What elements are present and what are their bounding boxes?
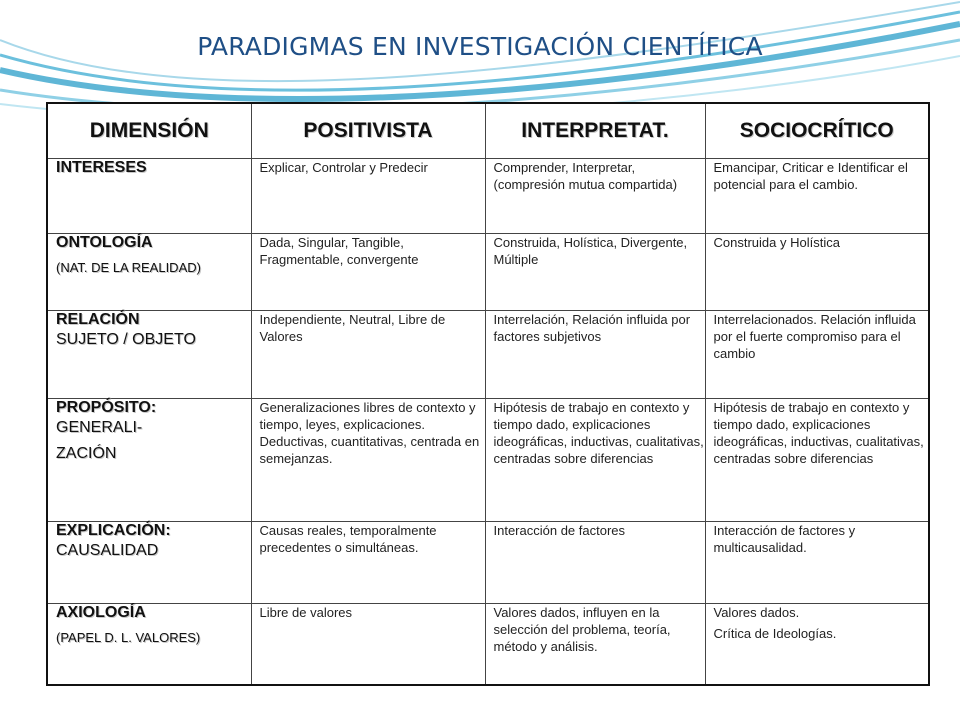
interpretativo-cell: Comprender, Interpretar, (compresión mutua compartida) [485,158,705,233]
interpretativo-cell: Hipótesis de trabajo en contexto y tiempo dado, explicaciones ideográficas, inductivas, cualitativas, centradas sobre diferencias [485,398,705,521]
dimension-sublabel: (NAT. DE LA REALIDAD) [56,259,201,275]
sociocritico-cell: Hipótesis de trabajo en contexto y tiempo dado, explicaciones ideográficas, inductivas, cualitativas, centradas sobre diferencias [705,398,929,521]
table-row [47,233,929,310]
sociocritico-cell: Construida y Holística [705,233,929,310]
sociocritico-line-2: Crítica de Ideologías. [713,625,837,641]
dimension-label: AXIOLOGÍA [56,603,146,621]
header-sociocritico: SOCIOCRÍTICO [705,103,929,158]
dimension-cell [47,310,251,398]
table-row [47,398,929,521]
sociocritico-cell [705,603,929,685]
dimension-sublabel-2: ZACIÓN [56,444,117,462]
sociocritico-cell: Interacción de factores y multicausalidad. [705,521,929,603]
dimension-label: EXPLICACIÓN: [56,521,171,539]
dimension-label: PROPÓSITO: [56,398,157,416]
dimension-sublabel: (PAPEL D. L. VALORES) [56,629,201,645]
interpretativo-cell: Construida, Holística, Divergente, Múltiple [485,233,705,310]
table-header-row [47,103,929,158]
positivista-cell: Causas reales, temporalmente precedentes o simultáneas. [251,521,485,603]
sociocritico-cell: Interrelacionados. Relación influida por el fuerte compromiso para el cambio [705,310,929,398]
header-dimension: DIMENSIÓN [47,103,251,158]
slide-title: PARADIGMAS EN INVESTIGACIÓN CIENTÍFICA [197,32,763,61]
dimension-cell [47,398,251,521]
dimension-label: RELACIÓN [56,310,140,328]
table-row [47,521,929,603]
interpretativo-cell: Interrelación, Relación influida por factores subjetivos [485,310,705,398]
interpretativo-cell: Interacción de factores [485,521,705,603]
interpretativo-cell: Valores dados, influyen en la selección del problema, teoría, método y análisis. [485,603,705,685]
table-row [47,310,929,398]
positivista-cell: Libre de valores [251,603,485,685]
dimension-cell [47,158,251,233]
dimension-cell [47,521,251,603]
positivista-cell: Independiente, Neutral, Libre de Valores [251,310,485,398]
dimension-sublabel: GENERALI- [56,418,143,436]
dimension-sublabel: SUJETO / OBJETO [56,330,196,348]
sociocritico-cell: Emancipar, Criticar e Identificar el potencial para el cambio. [705,158,929,233]
dimension-sublabel: CAUSALIDAD [56,541,159,559]
paradigms-table [46,102,930,686]
dimension-label: ONTOLOGÍA [56,233,153,251]
header-interpretativo: INTERPRETAT. [485,103,705,158]
header-positivista: POSITIVISTA [251,103,485,158]
sociocritico-line: Valores dados. [713,604,800,620]
dimension-label: INTERESES [56,158,147,176]
table-row [47,603,929,685]
positivista-cell: Generalizaciones libres de contexto y tiempo, leyes, explicaciones. Deductivas, cuantitativas, centrada en semejanzas. [251,398,485,521]
dimension-cell [47,233,251,310]
dimension-cell [47,603,251,685]
positivista-cell: Dada, Singular, Tangible, Fragmentable, convergente [251,233,485,310]
positivista-cell: Explicar, Controlar y Predecir [251,158,485,233]
table-row [47,158,929,233]
